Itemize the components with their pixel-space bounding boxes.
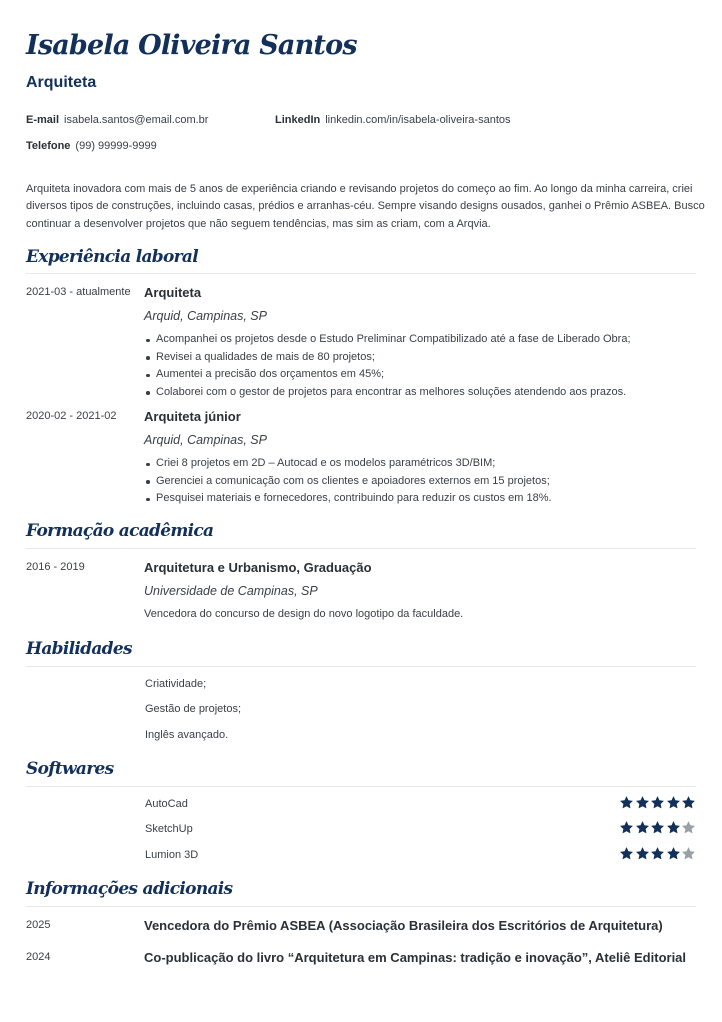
bullet-item: Gerenciei a comunicação com os clientes e apoiadores externos em 15 projetos; [144, 473, 552, 491]
rating-stars [619, 846, 697, 861]
software-name: SketchUp [145, 823, 193, 835]
star-filled-icon [650, 795, 666, 810]
star-filled-icon [635, 820, 651, 835]
skills-section-title: Habilidades [26, 639, 132, 659]
education-section-title: Formação acadêmica [26, 521, 214, 541]
bullet-item: Colaborei com o gestor de projetos para encontrar as melhores soluções atendendo aos prazos. [144, 384, 631, 402]
experience-company: Arquid, Campinas, SP [144, 309, 267, 323]
experience-company: Arquid, Campinas, SP [144, 433, 267, 447]
star-filled-icon [666, 846, 682, 861]
section-divider [26, 906, 696, 907]
software-section-title: Softwares [26, 759, 114, 779]
skill-item: Inglês avançado. [145, 729, 229, 741]
star-filled-icon [650, 846, 666, 861]
bullet-item: Criei 8 projetos em 2D – Autocad e os modelos paramétricos 3D/BIM; [144, 455, 552, 473]
additional-section-title: Informações adicionais [26, 879, 233, 899]
star-filled-icon [635, 846, 651, 861]
section-divider [26, 548, 696, 549]
skill-item: Criatividade; [145, 678, 207, 690]
rating-stars [619, 820, 697, 835]
experience-date: 2021-03 - atualmente [26, 286, 131, 298]
phone-value: (99) 99999-9999 [75, 140, 157, 152]
experience-role: Arquiteta [144, 285, 202, 300]
bullet-item: Acompanhei os projetos desde o Estudo Preliminar Compatibilizado até a fase de Liberado Obra; [144, 331, 631, 349]
section-divider [26, 786, 696, 787]
additional-item: Co-publicação do livro “Arquitetura em Campinas: tradição e inovação”, Ateliê Editorial [144, 950, 687, 965]
experience-date: 2020-02 - 2021-02 [26, 410, 117, 422]
star-filled-icon [635, 795, 651, 810]
job-title: Arquiteta [26, 74, 97, 91]
education-degree: Arquitetura e Urbanismo, Graduação [144, 560, 372, 575]
bullet-item: Pesquisei materiais e fornecedores, contribuindo para reduzir os custos em 18%. [144, 490, 552, 508]
star-filled-icon [666, 795, 682, 810]
contact-phone [26, 140, 157, 152]
star-filled-icon [650, 820, 666, 835]
profile-summary: Arquiteta inovadora com mais de 5 anos de experiência criando e revisando projetos do começo ao fim. Ao longo da minha carreira, criei diversos tipos de construções, incluindo casas, prédios e arranhas-céu. Sempre visando designs ousados, ganhei o Prêmio ASBEA. Busco continuar a desenvolver projetos que não seguem tendências, mas sim as criam, com a Arqvia. [26, 183, 705, 230]
email-label: E-mail [26, 114, 60, 126]
star-filled-icon [619, 795, 635, 810]
additional-item: Vencedora do Prêmio ASBEA (Associação Brasileira dos Escritórios de Arquitetura) [144, 918, 663, 933]
contact-linkedin [275, 114, 511, 126]
star-filled-icon [666, 820, 682, 835]
additional-year: 2024 [26, 951, 51, 963]
candidate-name: Isabela Oliveira Santos [26, 30, 357, 61]
section-divider [26, 666, 696, 667]
phone-label: Telefone [26, 140, 71, 152]
education-date: 2016 - 2019 [26, 561, 85, 573]
star-empty-icon [681, 846, 697, 861]
star-filled-icon [619, 846, 635, 861]
star-empty-icon [681, 820, 697, 835]
experience-role: Arquiteta júnior [144, 409, 241, 424]
experience-bullets [144, 455, 552, 508]
education-school: Universidade de Campinas, SP [144, 584, 318, 598]
bullet-item: Revisei a qualidades de mais de 80 projetos; [144, 349, 631, 367]
software-name: AutoCad [145, 798, 188, 810]
education-description: Vencedora do concurso de design do novo logotipo da faculdade. [144, 608, 464, 620]
linkedin-value[interactable]: linkedin.com/in/isabela-oliveira-santos [325, 114, 511, 126]
contact-email [26, 114, 208, 126]
email-value[interactable]: isabela.santos@email.com.br [64, 114, 209, 126]
additional-year: 2025 [26, 919, 51, 931]
section-divider [26, 273, 696, 274]
star-filled-icon [681, 795, 697, 810]
linkedin-label: LinkedIn [275, 114, 321, 126]
bullet-item: Aumentei a precisão dos orçamentos em 45%; [144, 366, 631, 384]
skill-item: Gestão de projetos; [145, 703, 242, 715]
software-name: Lumion 3D [145, 849, 199, 861]
experience-bullets [144, 331, 631, 401]
experience-section-title: Experiência laboral [26, 247, 198, 267]
rating-stars [619, 795, 697, 810]
star-filled-icon [619, 820, 635, 835]
